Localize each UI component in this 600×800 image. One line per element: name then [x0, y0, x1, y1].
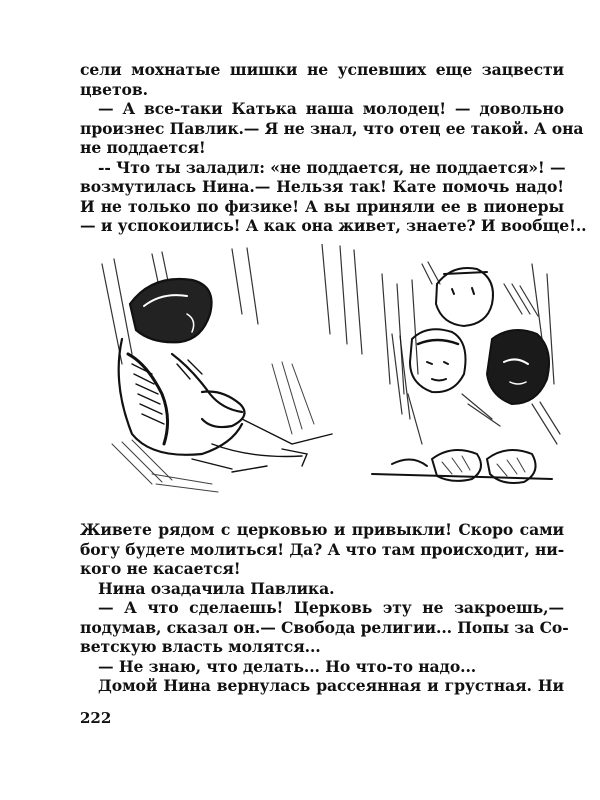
text-line: Нина озадачила Павлика.: [98, 578, 335, 598]
text-line: — А все-таки Катька наша молодец! — довольно: [98, 99, 564, 118]
text-line: возмутилась Нина.— Нельзя так! Кате помочь надо!: [80, 177, 564, 196]
text-line: И не только по физике! А вы приняли ее в пионеры: [80, 196, 564, 216]
text-line: не поддается!: [80, 138, 206, 157]
bottom-paragraph: [80, 520, 569, 696]
text-line: богу будете молиться! Да? А что там происходит, ни-: [80, 539, 565, 559]
text-line: сели мохнатые шишки не успевших еще зацвести: [80, 60, 564, 79]
text-line: произнес Павлик.— Я не знал, что отец ее такой. А она: [80, 118, 584, 138]
text-line: цветов.: [80, 79, 148, 99]
text-line: -- Что ты заладил: «не поддается, не поддается»! —: [98, 157, 566, 177]
page-number: 222: [80, 709, 112, 727]
ink-illustration: [92, 244, 562, 506]
text-line: кого не касается!: [80, 559, 241, 578]
top-paragraph: [80, 60, 587, 236]
text-line: ветскую власть молятся...: [80, 637, 321, 656]
text-line: — Не знаю, что делать... Но что-то надо...: [98, 656, 477, 676]
text-line: Живете рядом с церковью и привыкли! Скоро сами: [80, 520, 564, 539]
text-line: Домой Нина вернулась рассеянная и грустная. Ни: [98, 676, 564, 695]
text-line: — и успокоились! А как она живет, знаете? И вообще!..: [80, 216, 587, 235]
text-line: подумав, сказал он.— Свобода религии... Попы за Со-: [80, 617, 569, 637]
text-line: — А что сделаешь! Церковь эту не закроешь,—: [98, 598, 564, 617]
